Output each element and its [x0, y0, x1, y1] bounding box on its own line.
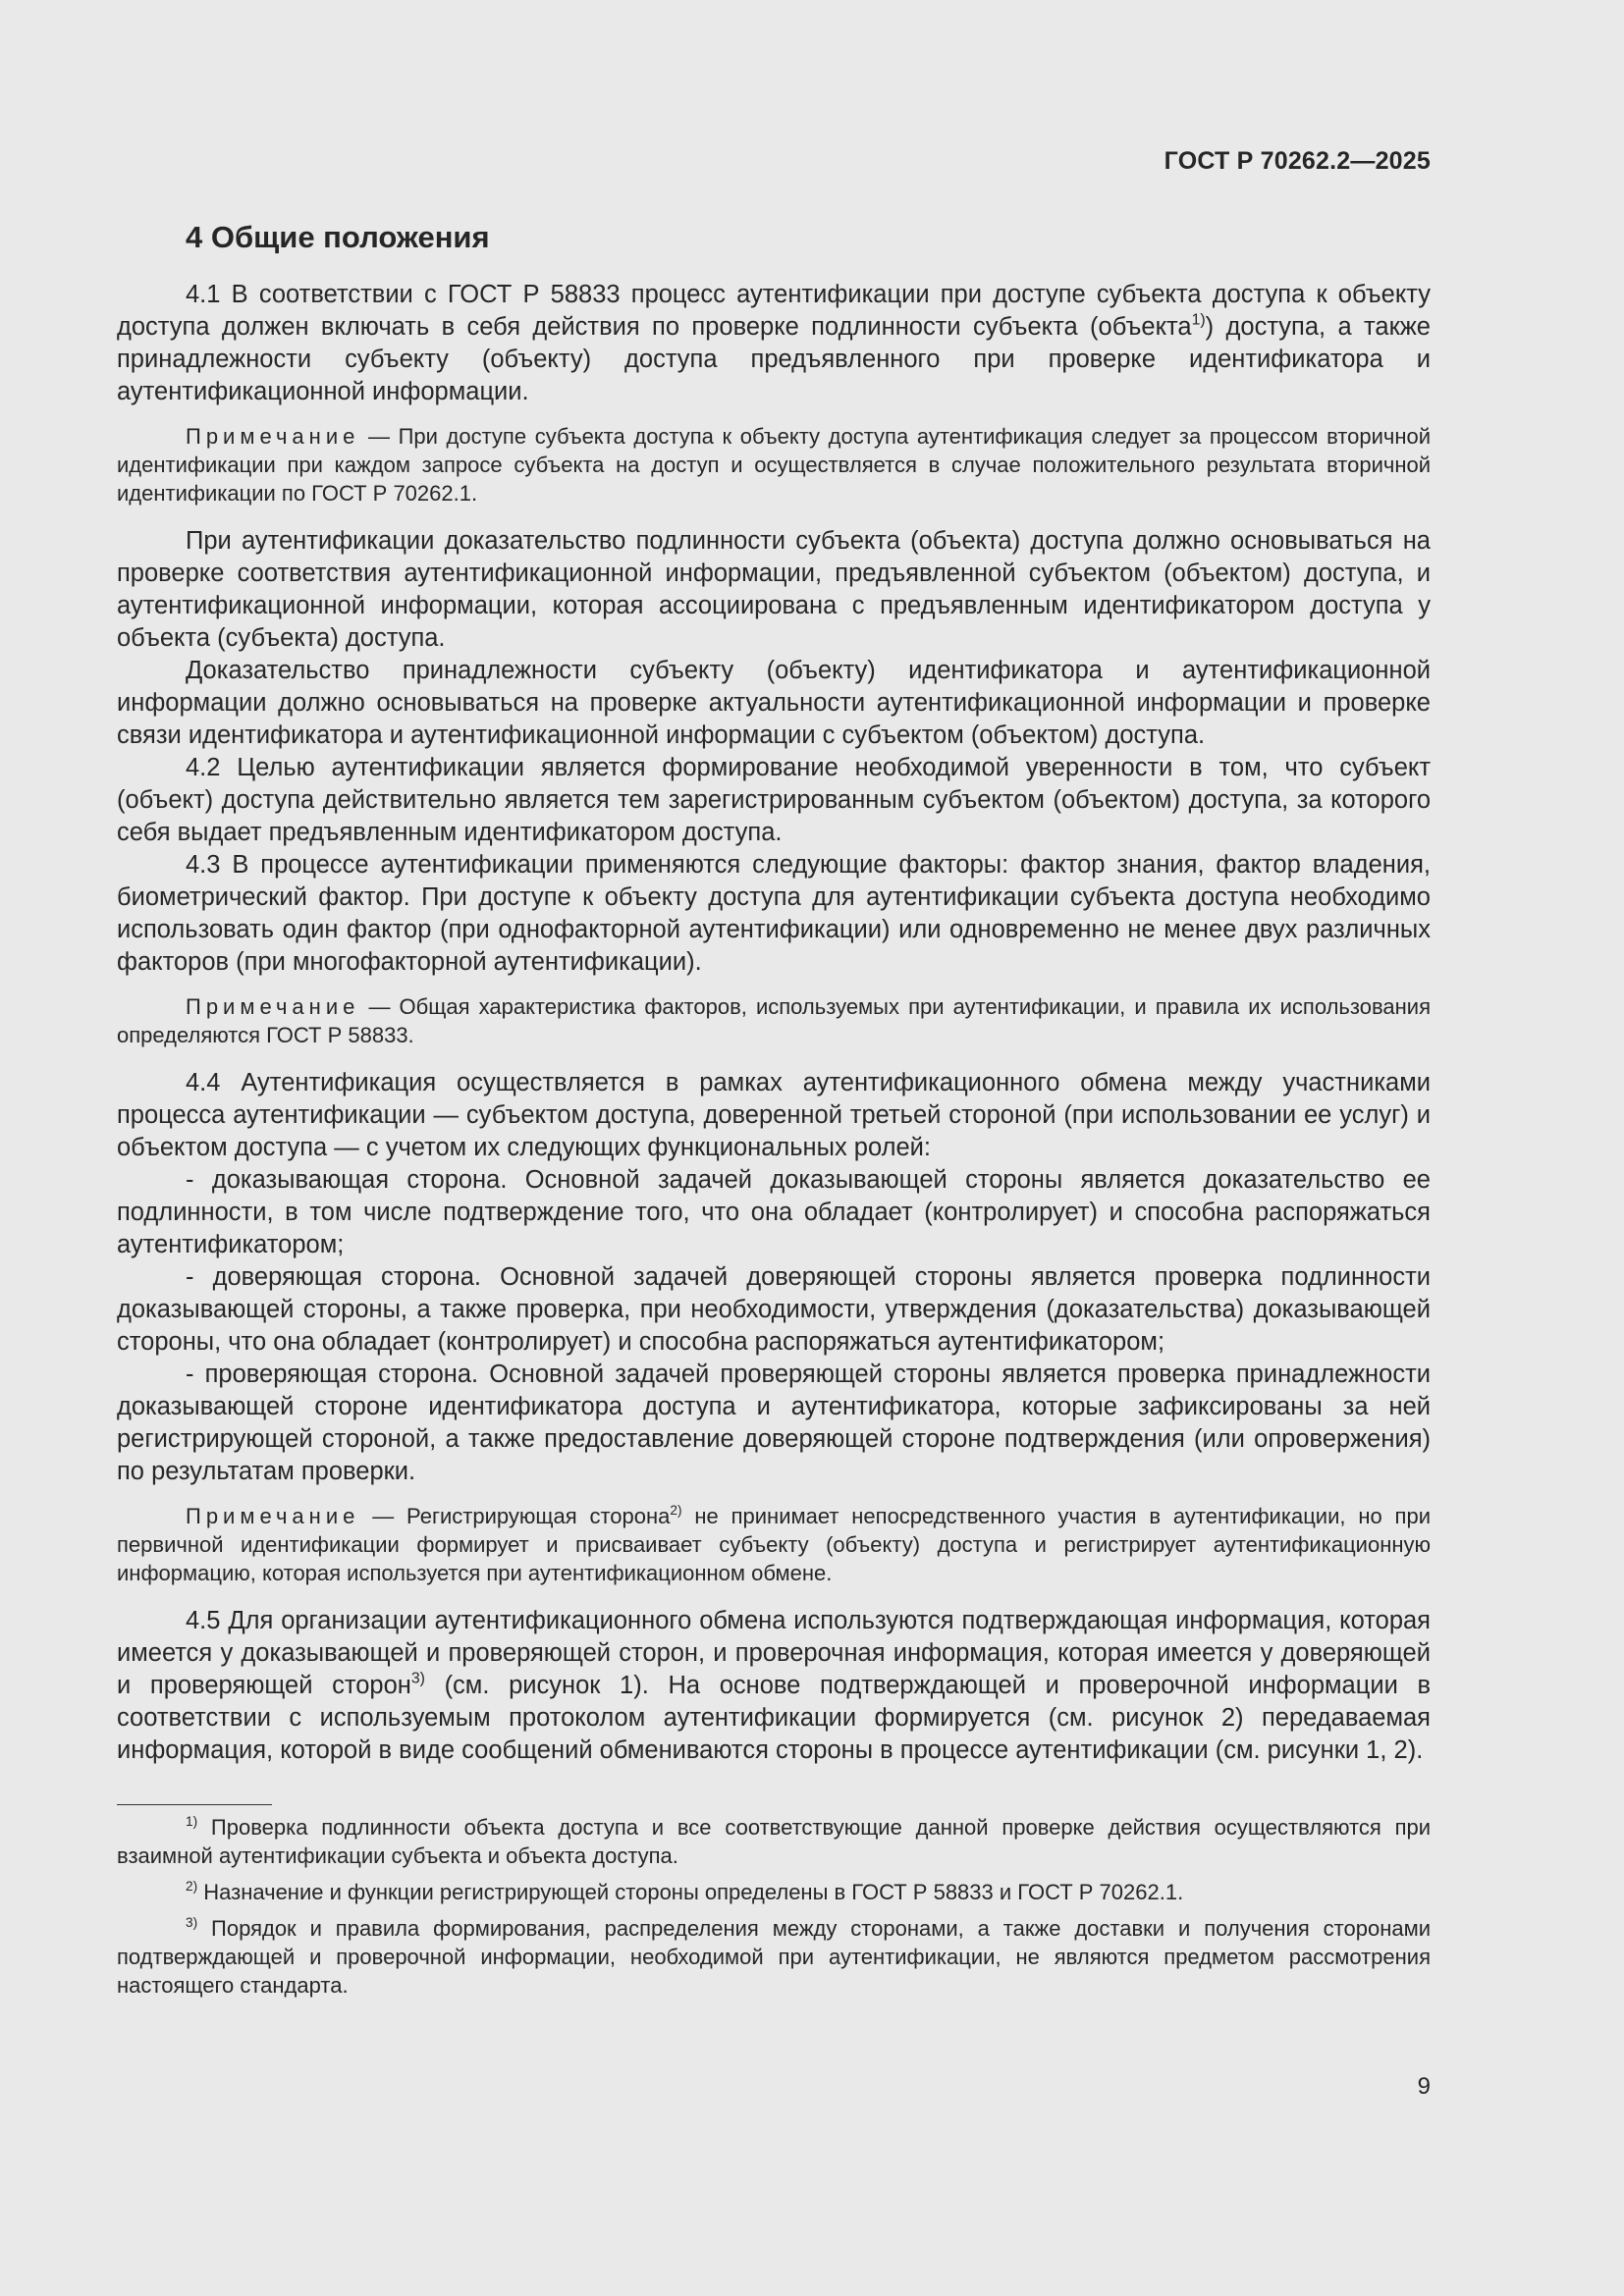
list-item-verifying-party: - проверяющая сторона. Основной задачей проверяющей стороны является проверка принадлежности доказывающей стороне идентификатора доступа и аутентификатора, которые зафиксированы за ней регистрирующей стороной, а также предоставление доверяющей стороне подтверждения (или опровержения) по результатам проверки. — [117, 1361, 1431, 1485]
note-2-label: Примечание — [186, 994, 360, 1019]
page-content — [117, 218, 1431, 2007]
footnote-3-text: Порядок и правила формирования, распределения между сторонами, а также доставки и получения сторонами подтверждающей и проверочной информации, необходимой при аутентификации, не являются предметом рассмотрения настоящего стандарта. — [117, 1916, 1431, 1998]
paragraph-4-1-text-b: ) доступа, а также принадлежности субъекту (объекту) доступа предъявленного при проверке идентификатора и аутентификационной информации. — [117, 313, 1431, 405]
paragraph-4-4: 4.4 Аутентификация осуществляется в рамках аутентификационного обмена между участниками процесса аутентификации — субъектом доступа, доверенной третьей стороной (при использовании ее услуг) и объектом доступа — с учетом их следующих функциональных ролей: — [117, 1069, 1431, 1161]
paragraph-ownership-proof: Доказательство принадлежности субъекту (объекту) идентификатора и аутентификационной информации должно основываться на проверке актуальности аутентификационной информации и проверке связи идентификатора и аутентификационной информации с субъектом (объектом) доступа. — [117, 657, 1431, 749]
note-1 — [117, 422, 1431, 507]
footnote-2-text: Назначение и функции регистрирующей стороны определены в ГОСТ Р 58833 и ГОСТ Р 70262.1. — [197, 1880, 1184, 1904]
note-3-text-b: не принимает непосредственного участия в аутентификации, но при первичной идентификации формирует и присваивает субъекту (объекту) доступа и регистрирует аутентификационную информацию, которая используется при аутентификационном обмене. — [117, 1504, 1431, 1585]
footnote-2 — [117, 1878, 1431, 1906]
paragraph-4-5 — [117, 1605, 1431, 1767]
paragraph-4-5-text-a: 4.5 Для организации аутентификационного обмена используются подтверждающая информация, которая имеется у доказывающей и проверяющей сторон, и проверочная информация, которая имеется у доверяющей и проверяющей сторон — [117, 1607, 1431, 1699]
footnote-1-mark: 1) — [186, 1814, 198, 1830]
note-1-text: — При доступе субъекта доступа к объекту доступа аутентификация следует за процессом вторичной идентификации при каждом запросе субъекта на доступ и осуществляется в случае положительного результата вторичной идентификации по ГОСТ Р 70262.1. — [117, 424, 1431, 506]
paragraph-4-1 — [117, 279, 1431, 408]
footnote-ref-2: 2) — [670, 1503, 682, 1519]
list-item-relying-party: - доверяющая сторона. Основной задачей доверяющей стороны является проверка подлинности доказывающей стороны, а также проверка, при необходимости, утверждения (доказательства) доказывающей стороны, что она обладает (контролирует) и способна распоряжаться аутентификатором; — [117, 1263, 1431, 1356]
note-2 — [117, 992, 1431, 1049]
footnote-divider — [117, 1804, 272, 1805]
footnote-3 — [117, 1914, 1431, 2000]
paragraph-4-5-text-b: (см. рисунок 1). На основе подтверждающей и проверочной информации в соответствии с используемым протоколом аутентификации формируется (см. рисунок 2) передаваемая информация, которой в виде сообщений обмениваются стороны в процессе аутентификации (см. рисунки 1, 2). — [117, 1672, 1431, 1764]
note-3-label: Примечание — [186, 1504, 360, 1528]
page-number: 9 — [1417, 2073, 1431, 2100]
paragraph-4-1-text-a: 4.1 В соответствии с ГОСТ Р 58833 процесс аутентификации при доступе субъекта доступа к объекту доступа должен включать в себя действия по проверке подлинности субъекта (объекта — [117, 281, 1431, 341]
note-3-text-a: — Регистрирующая сторона — [359, 1504, 671, 1528]
paragraph-4-2: 4.2 Целью аутентификации является формирование необходимой уверенности в том, что субъект (объект) доступа действительно является тем зарегистрированным субъектом (объектом) доступа, за которого себя выдает предъявленным идентификатором доступа. — [117, 754, 1431, 846]
footnote-1 — [117, 1813, 1431, 1870]
footnote-2-mark: 2) — [186, 1879, 198, 1895]
note-3 — [117, 1502, 1431, 1587]
footnote-3-mark: 3) — [186, 1915, 198, 1931]
list-item-proving-party: - доказывающая сторона. Основной задачей доказывающей стороны является доказательство ее подлинности, в том числе подтверждение того, что она обладает (контролирует) и способна распоряжаться аутентификатором; — [117, 1166, 1431, 1258]
paragraph-4-3: 4.3 В процессе аутентификации применяются следующие факторы: фактор знания, фактор владения, биометрический фактор. При доступе к объекту доступа для аутентификации субъекта доступа необходимо использовать один фактор (при однофакторной аутентификации) или одновременно не менее двух различных факторов (при многофакторной аутентификации). — [117, 851, 1431, 976]
footnote-1-text: Проверка подлинности объекта доступа и все соответствующие данной проверке действия осуществляются при взаимной аутентификации субъекта и объекта доступа. — [117, 1815, 1431, 1868]
section-title: 4 Общие положения — [186, 220, 490, 254]
document-code: ГОСТ Р 70262.2—2025 — [1164, 147, 1431, 175]
note-2-text: — Общая характеристика факторов, используемых при аутентификации, и правила их использования определяются ГОСТ Р 58833. — [117, 994, 1431, 1047]
paragraph-authentication-proof: При аутентификации доказательство подлинности субъекта (объекта) доступа должно основываться на проверке соответствия аутентификационной информации, предъявленной субъектом (объектом) доступа, и аутентификационной информации, которая ассоциирована с предъявленным идентификатором доступа у объекта (субъекта) доступа. — [117, 527, 1431, 652]
footnote-ref-3: 3) — [410, 1670, 425, 1687]
footnote-ref-1: 1) — [1191, 311, 1206, 329]
note-1-label: Примечание — [186, 424, 360, 449]
